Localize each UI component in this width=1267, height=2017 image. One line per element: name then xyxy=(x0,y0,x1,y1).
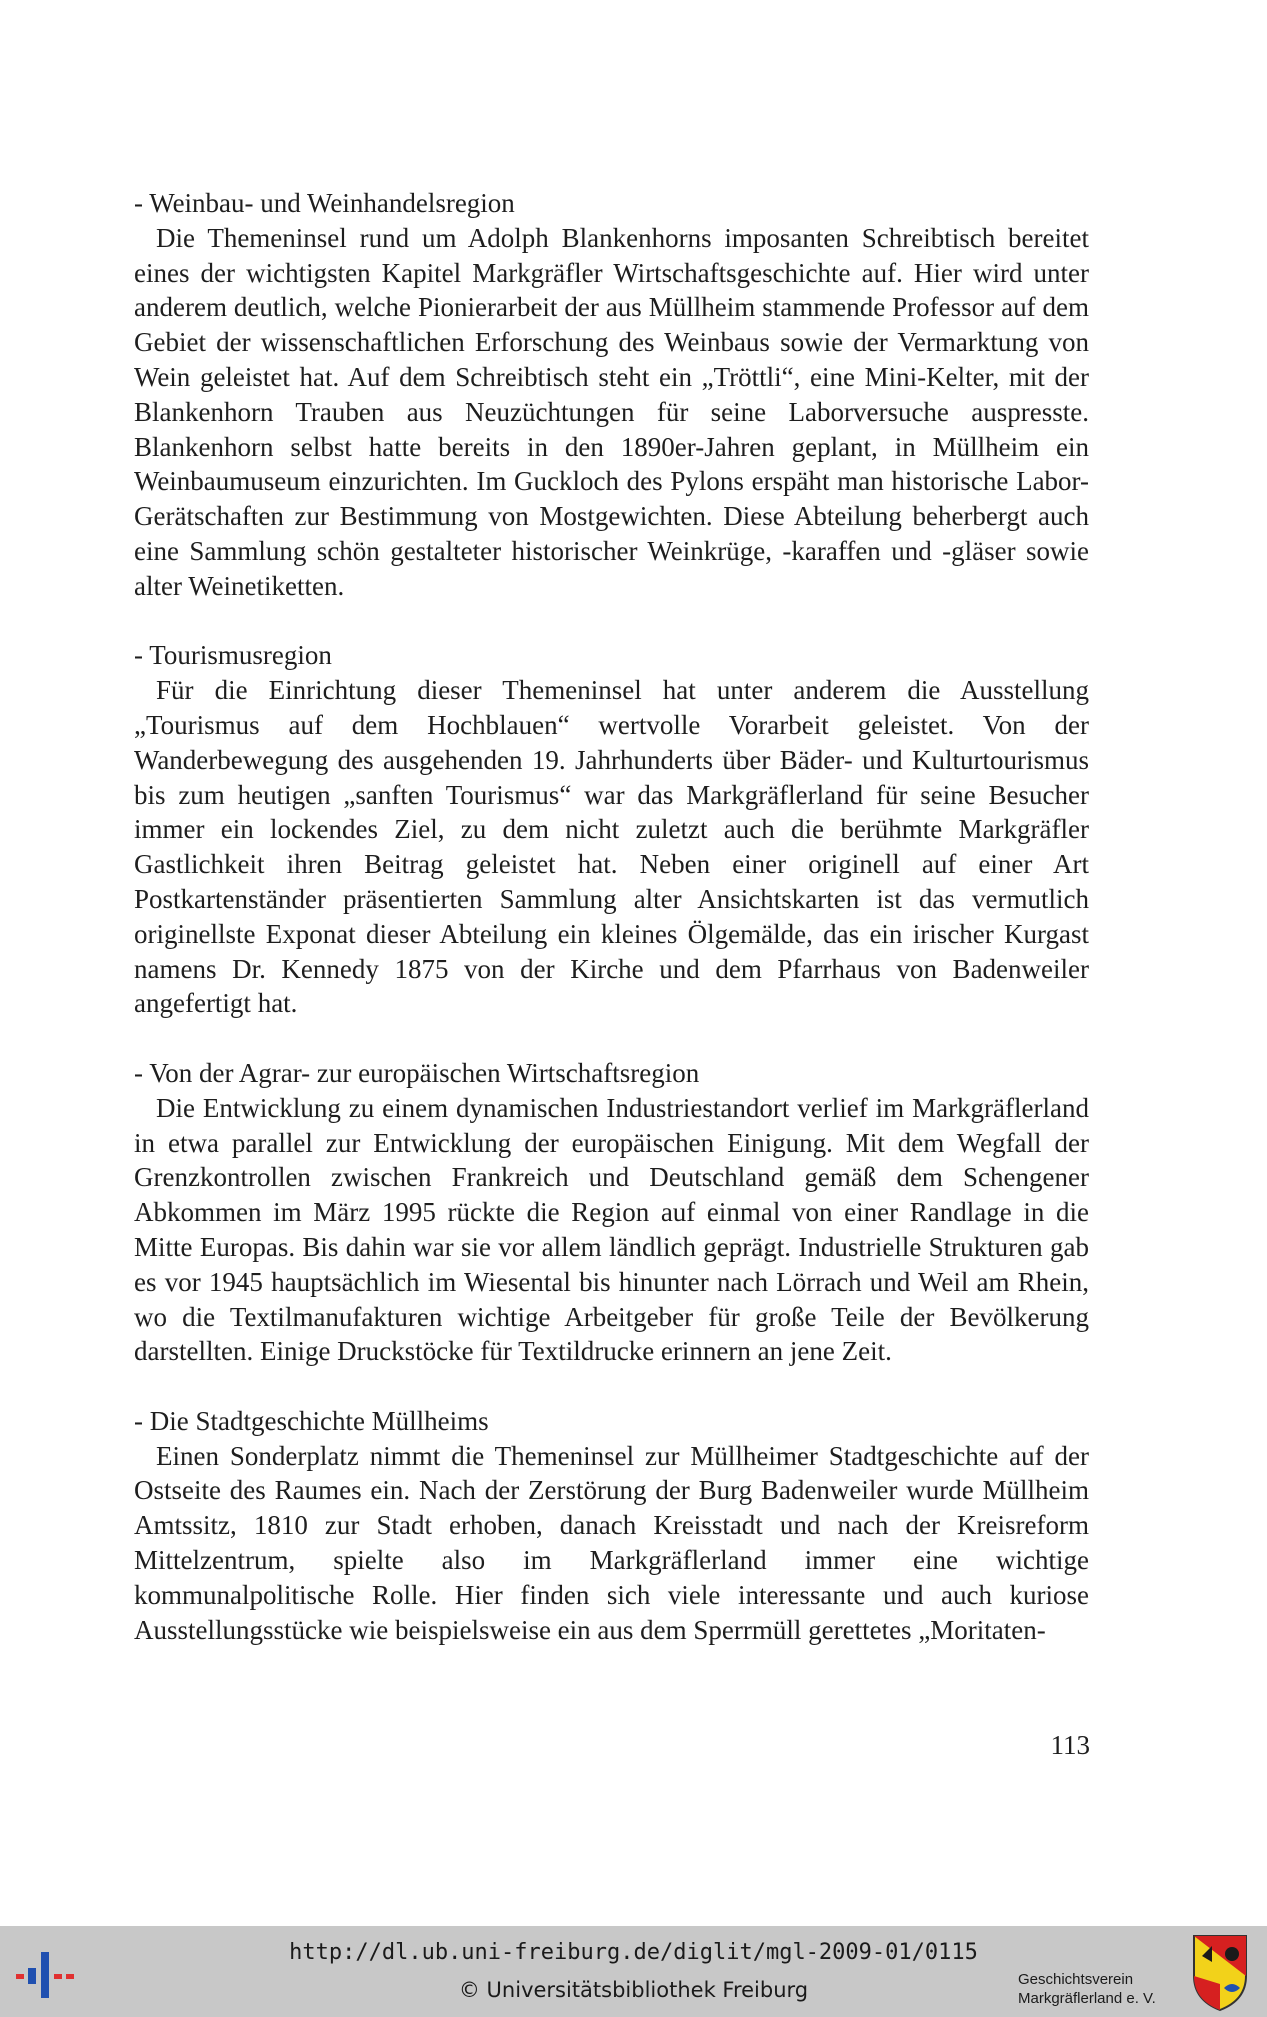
footer-bar xyxy=(0,1926,1267,2017)
body-text xyxy=(134,186,1089,1682)
section-stadtgeschichte xyxy=(134,1404,1089,1648)
markgraeflerland-crest-icon[interactable] xyxy=(1190,1932,1250,2012)
page-number: 113 xyxy=(1050,1730,1090,1760)
section-paragraph: Einen Sonderplatz nimmt die Themeninsel zur Müllheimer Stadtgeschichte auf der Ostseite des Raumes ein. Nach der Zerstörung der Burg Badenweiler wurde Müllheim Amtssitz, 1810 zur Stadt erhoben, danach Kreisstadt und nach der Kreisreform Mittelzentrum, spielte also im Markgräflerland immer eine wichtige kommunalpolitische Rolle. Hier finden sich viele interessante und auch kuriose Ausstellungsstücke wie beispielsweise ein aus dem Sperrmüll gerettetes „Moritaten- xyxy=(134,1440,1089,1645)
section-heading: - Weinbau- und Weinhandelsregion xyxy=(134,188,515,218)
society-name-line1: Geschichtsverein xyxy=(1018,1971,1134,1988)
document-url-link[interactable]: http://dl.ub.uni-freiburg.de/diglit/mgl-2009-01/0115 xyxy=(289,1940,978,1965)
section-tourismus xyxy=(134,638,1089,1021)
section-wirtschaftsregion xyxy=(134,1056,1089,1369)
society-name-line2: Markgräflerland e. V. xyxy=(1018,1990,1156,2007)
section-paragraph: Die Entwicklung zu einem dynamischen Industriestandort verlief im Markgräflerland in etwa parallel zur Entwicklung der europäischen Einigung. Mit dem Wegfall der Grenzkontrollen zwischen Frankreich und Deutschland gemäß dem Schengener Abkommen im März 1995 rückte die Region auf einmal von einer Randlage in die Mitte Europas. Bis dahin war sie vor allem ländlich geprägt. Industrielle Strukturen gab es vor 1945 hauptsächlich im Wiesental bis hinunter nach Lörrach und Weil am Rhein, wo die Textilmanufakturen wichtige Arbeitgeber für große Teile der Bevölkerung darstellten. Einige Druckstöcke für Textildrucke erinnern an jene Zeit. xyxy=(134,1092,1089,1367)
section-paragraph: Für die Einrichtung dieser Themeninsel hat unter anderem die Ausstellung „Tourismus auf dem Hochblauen“ wertvolle Vorarbeit geleistet. Von der Wanderbewegung des ausgehenden 19. Jahrhunderts über Bäder- und Kulturtourismus bis zum heutigen „sanften Tourismus“ war das Markgräflerland für seine Besucher immer ein lockendes Ziel, zu dem nicht zuletzt auch die berühmte Markgräfler Gastlichkeit ihren Beitrag geleistet hat. Neben einer originell auf einer Art Postkartenständer präsentierten Sammlung alter Ansichtskarten ist das vermutlich originellste Exponat dieser Abteilung ein kleines Ölgemälde, das ein irischer Kurgast namens Dr. Kennedy 1875 von der Kirche und dem Pfarrhaus von Badenweiler angefertigt hat. xyxy=(134,675,1089,1019)
section-heading: - Die Stadtgeschichte Müllheims xyxy=(134,1405,489,1436)
copyright-notice: © Universitätsbibliothek Freiburg xyxy=(458,1978,809,2002)
section-heading: - Von der Agrar- zur europäischen Wirtschaftsregion xyxy=(134,1057,700,1088)
society-name xyxy=(1018,1970,1178,2008)
section-heading: - Tourismusregion xyxy=(134,640,332,671)
section-paragraph: Die Themeninsel rund um Adolph Blankenhorns imposanten Schreibtisch bereitet eines der wichtigsten Kapitel Markgräfler Wirtschaftsgeschichte auf. Hier wird unter anderem deutlich, welche Pionierarbeit der aus Müllheim stammende Professor auf dem Gebiet der wissenschaftlichen Erforschung des Weinbaus sowie der Vermarktung von Wein geleistet hat. Auf dem Schreibtisch steht ein „Tröttli“, eine Mini-Kelter, mit der Blankenhorn Trauben aus Neuzüchtungen für seine Laborversuche auspresste. Blankenhorn selbst hatte bereits in den 1890er-Jahren geplant, in Müllheim ein Weinbaumuseum einzurichten. Im Guckloch des Pylons erspäht man historische Labor-Gerätschaften zur Bestimmung von Mostgewichten. Diese Abteilung beherbergt auch eine Sammlung schön gestalteter historischer Weinkrüge, -karaffen und -gläser sowie alter Weinetiketten. xyxy=(134,222,1089,601)
section-weinbau xyxy=(134,186,1089,604)
